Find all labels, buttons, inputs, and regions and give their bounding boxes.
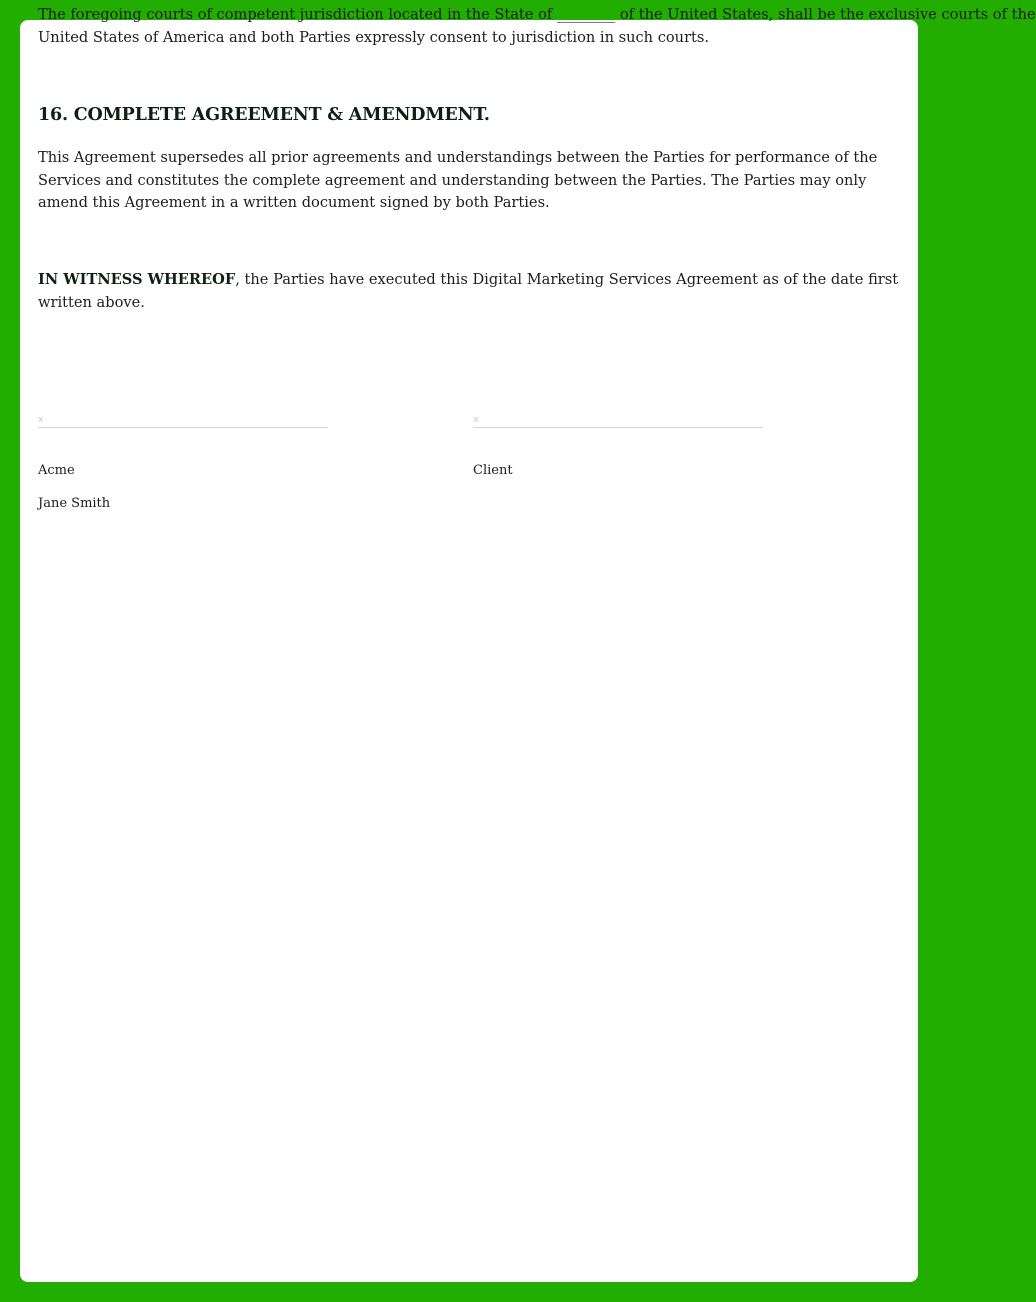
signature-party-label: Client <box>473 463 513 478</box>
section-16 <box>38 103 900 127</box>
document-content <box>38 4 1036 511</box>
signature-x-mark: x <box>473 415 479 425</box>
witness-text: , the Parties have executed this Digital Marketing Services Agreement as of the date first written above. <box>38 271 899 311</box>
witness-clause <box>38 269 900 314</box>
signature-block-acme <box>38 408 328 513</box>
signature-x-mark: x <box>38 415 44 425</box>
signature-signer-name: Jane Smith <box>38 496 111 511</box>
signature-field-client[interactable] <box>473 408 763 428</box>
signature-party-label: Acme <box>38 463 75 478</box>
section-15-tail: United States of America and both Parties expressly consent to jurisdiction in such courts. <box>38 28 710 46</box>
section-16-body: This Agreement supersedes all prior agreements and understandings between the Parties for performance of the Services and constitutes the complete agreement and understanding between the Parties. The Parties may only amend this Agreement in a written document signed by both Parties. <box>38 149 878 212</box>
witness-bold-lead: IN WITNESS WHEREOF <box>38 271 236 288</box>
section-16-heading: 16. COMPLETE AGREEMENT & AMENDMENT. <box>38 105 490 125</box>
document-page <box>20 6 1036 1282</box>
signature-block-client <box>473 408 763 495</box>
clipped-text-line: The foregoing courts of competent jurisdiction located in the State of ________ of the United States, shall be the exclusive courts of the <box>38 6 1036 23</box>
signature-field-acme[interactable] <box>38 408 328 428</box>
